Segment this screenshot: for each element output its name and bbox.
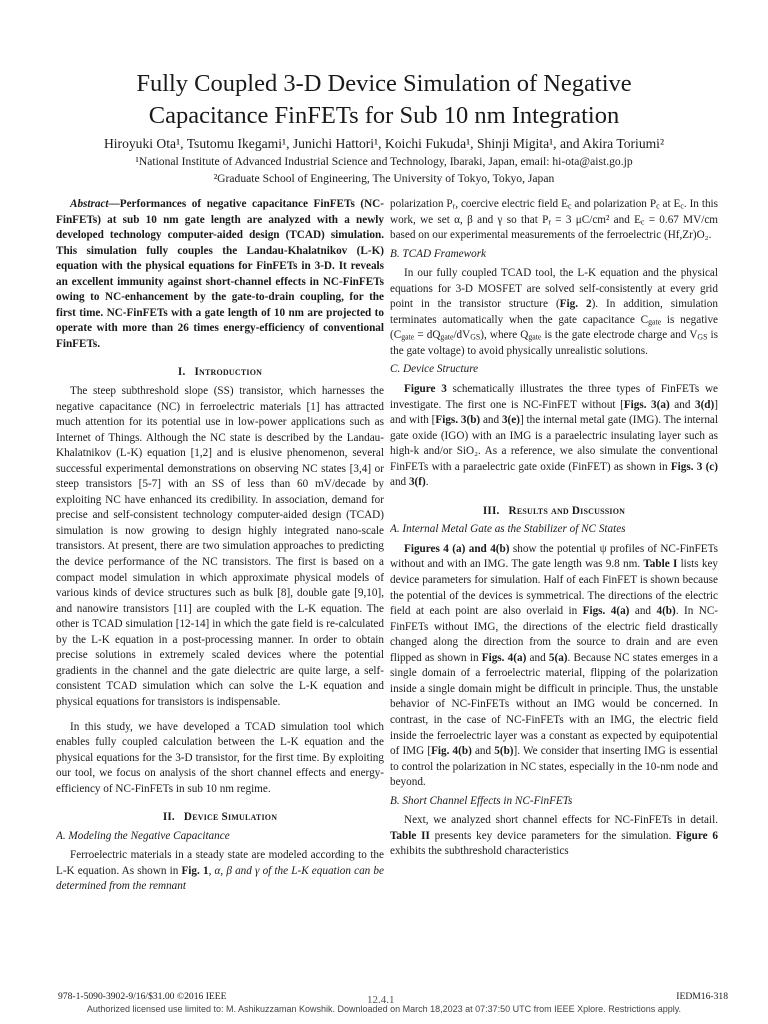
footer-page-number: 12.4.1 [367,994,395,1006]
affiliation-1: ¹National Institute of Advanced Industrial Science and Technology, Ibaraki, Japan, email: hi-ota@aist.go.jp [135,155,633,168]
abstract [56,197,384,352]
modeling-paragraph: Ferroelectric materials in a steady state are modeled according to the L-K equation. As shown in Fig. 1, α, β and γ of the L-K equation can be determined from the remnant [56,849,384,893]
fig-1-ref: Fig. 1 [181,864,209,877]
title-line-1: Fully Coupled 3-D Device Simulation of Negative [136,70,632,97]
fig-3-ref: Figure 3 [404,383,447,396]
fig-4-ref: Figures 4 (a) and 4(b) [404,542,510,555]
internal-metal-gate-paragraph: Figures 4 (a) and 4(b) show the potential ψ profiles of NC-FinFETs without and with an IMG. The gate length was 9.8 nm. Table I lists key device parameters for simulation. Half of each FinFET is shown because the potential of the devices is symmetrical. The directions of the electric field at each point are also overlaid in Figs. 4(a) and 4(b). In NC-FinFETs without IMG, the directions of the electric field drastically changed along the direction from the source to drain and are even flipped as shown in Figs. 4(a) and 5(a). Because NC states emerges in a single domain of a ferroelectric material, flipping of the polarization inside a single domain might be difficult in principle. Thus, the unstable behavior of NC-FinFETs without an IMG would be concerned. In contrast, in the case of NC-FinFETs with an IMG, the electric field inside the ferroelectric layer was a constant as expected by equipotential of IMG [Fig. 4(b) and 5(b)]. We consider that inserting IMG is essential to control the polarization in NC states, especially in the 10-nm node and beyond. [390,542,718,789]
section-heading-introduction: I. Introduction [177,366,263,379]
right-column [390,197,718,942]
table-2-ref: Table II [390,829,430,842]
abstract-body: —Performances of negative capacitance FinFETs (NC-FinFETs) at sub 10 nm gate length are analyzed with a newly developed technology computer-aided design (TCAD) simulation. This simulation fully couples the Landau-Khalatnikov (L-K) equation with the physical equations for FinFETs in 3-D. It reveals an excellent immunity against short-channel effects in NC-FinFETs owing to NC-enhancement by the gate-to-drain coupling, for the first time. NC-FinFETs with a gate length of 10 nm are projected to operate with more than 26 times energy-efficiency of conventional FinFETs. [56,198,384,350]
footer-conference-page: IEDM16-318 [676,991,728,1002]
intro-paragraph-1: The steep subthreshold slope (SS) transistor, which harnesses the negative capacitance (NC) in ferroelectric materials [1] has attracted much attention for its potential use in low-power applications such as Internet of Things. Although the NC state is described by the Landau-Khalatnikov (L-K) equation [1,2] and is elusive phenomenon, several successful experimental demonstrations on observing NC states [3,4] or steep transistors [5-7] with an SS of less than 60 mV/decade by exploiting NC have enhanced its credibility. In association, demand for precise and self-consistent technology computer-aided design (TCAD) simulation is now growing to design highly integrated nano-scale transistors. At present, there are two simulation approaches to predicting the device performance of the NC transistors. The first is based on a compact model simulation in which approximate physical models of various kinds of device structures such as bulk [8], double gate [9,10], and nanowire transistors [11] are coupled with the L-K equation. The other is TCAD simulation [12-14] in which the gate field is re-calculated by the L-K equation in a post-processing manner. In order to obtain precise solutions in extremely scaled devices where the potential gradients in the channel and the gate dielectric are quite large, a self-consistent TCAD simulation which can solve the L-K equation and physical equations for transistors is indispensable. [56,385,384,708]
left-column [56,197,384,942]
fig-6-ref: Figure 6 [676,829,718,842]
device-structure-paragraph: Figure 3 schematically illustrates the three types of FinFETs we investigate. The first one is NC-FinFET without [Figs. 3(a) and 3(d)] and with [Figs. 3(b) and 3(e)] the internal metal gate (IMG). The internal gate oxide (IGO) with an IMG is a paraelectric insulating layer such as high-k and/or SiO₂. As a reference, we also simulate the conventional FinFETs with a paraelectric gate oxide (FinFET) as shown in Figs. 3 (c) and 3(f). [390,383,718,489]
fig-2-ref: Fig. 2 [559,298,592,311]
affiliation-2: ²Graduate School of Engineering, The University of Tokyo, Tokyo, Japan [213,172,555,185]
title-line-2: Capacitance FinFETs for Sub 10 nm Integration [148,102,620,129]
tcad-paragraph: In our fully coupled TCAD tool, the L-K equation and the physical equations for 3-D MOSFET are solved self-consistently at every grid point in the transistor structure (Fig. 2). In addition, simulation terminates automatically when the gate capacitance $C_{gate}$ is negative $(C_{gate} = dQ_{gate}/dV_{GS})$, where $Q_{gate}$ is the gate electrode charge and $V_{GS}$ is the gate voltage) to avoid physically unrealistic solutions. [390,267,718,357]
author-list: Hiroyuki Ota¹, Tsutomu Ikegami¹, Junichi Hattori¹, Koichi Fukuda¹, Shinji Migita¹, and Akira Toriumi² [103,136,665,151]
abstract-label: Abstract [70,198,109,210]
subsection-heading-short-channel: B. Short Channel Effects in NC-FinFETs [390,794,573,807]
short-channel-paragraph: Next, we analyzed short channel effects for NC-FinFETs in detail. Table II presents key device parameters for the simulation. Figure 6 exhibits the subthreshold characteristics [390,814,718,858]
modeling-paragraph-continued: polarization $P_r$, coercive electric field $E_c$ and polarization $P_c$ at $E_c$. In this work, we set α, β and γ so that $P_r = 3$ μC/cm² and $E_c = 0.67$ MV/cm based on our experimental measurements of the ferroelectric (Hf,Zr)O₂. [390,198,718,242]
affiliations [30,153,738,187]
subsection-heading-device-structure: C. Device Structure [390,363,479,376]
section-heading-results: III. Results and Discussion [482,504,626,517]
footer-isbn: 978-1-5090-3902-9/16/$31.00 ©2016 IEEE [58,991,227,1002]
license-notice: Authorized licensed use limited to: M. Ashikuzzaman Kowshik. Downloaded on March 18,2023 at 07:37:50 UTC from IEEE Xplore. Restrictions apply. [86,1004,682,1014]
section-heading-device-simulation: II. Device Simulation [162,811,278,824]
intro-paragraph-2: In this study, we have developed a TCAD simulation tool which enables fully coupled calculation between the L-K equation and the physical equations for the 3-D transistor, for the first time. By exploiting our tool, we focus on analysis of the short channel effects and energy-efficiency of NC-FinFETs in sub 10 nm regime. [56,720,384,795]
subsection-heading-modeling-nc: A. Modeling the Negative Capacitance [56,829,230,842]
paper-title [40,68,728,132]
subsection-heading-tcad-framework: B. TCAD Framework [390,247,487,260]
subsection-heading-internal-metal-gate: A. Internal Metal Gate as the Stabilizer of NC States [390,523,626,536]
table-1-ref: Table I [643,558,678,571]
